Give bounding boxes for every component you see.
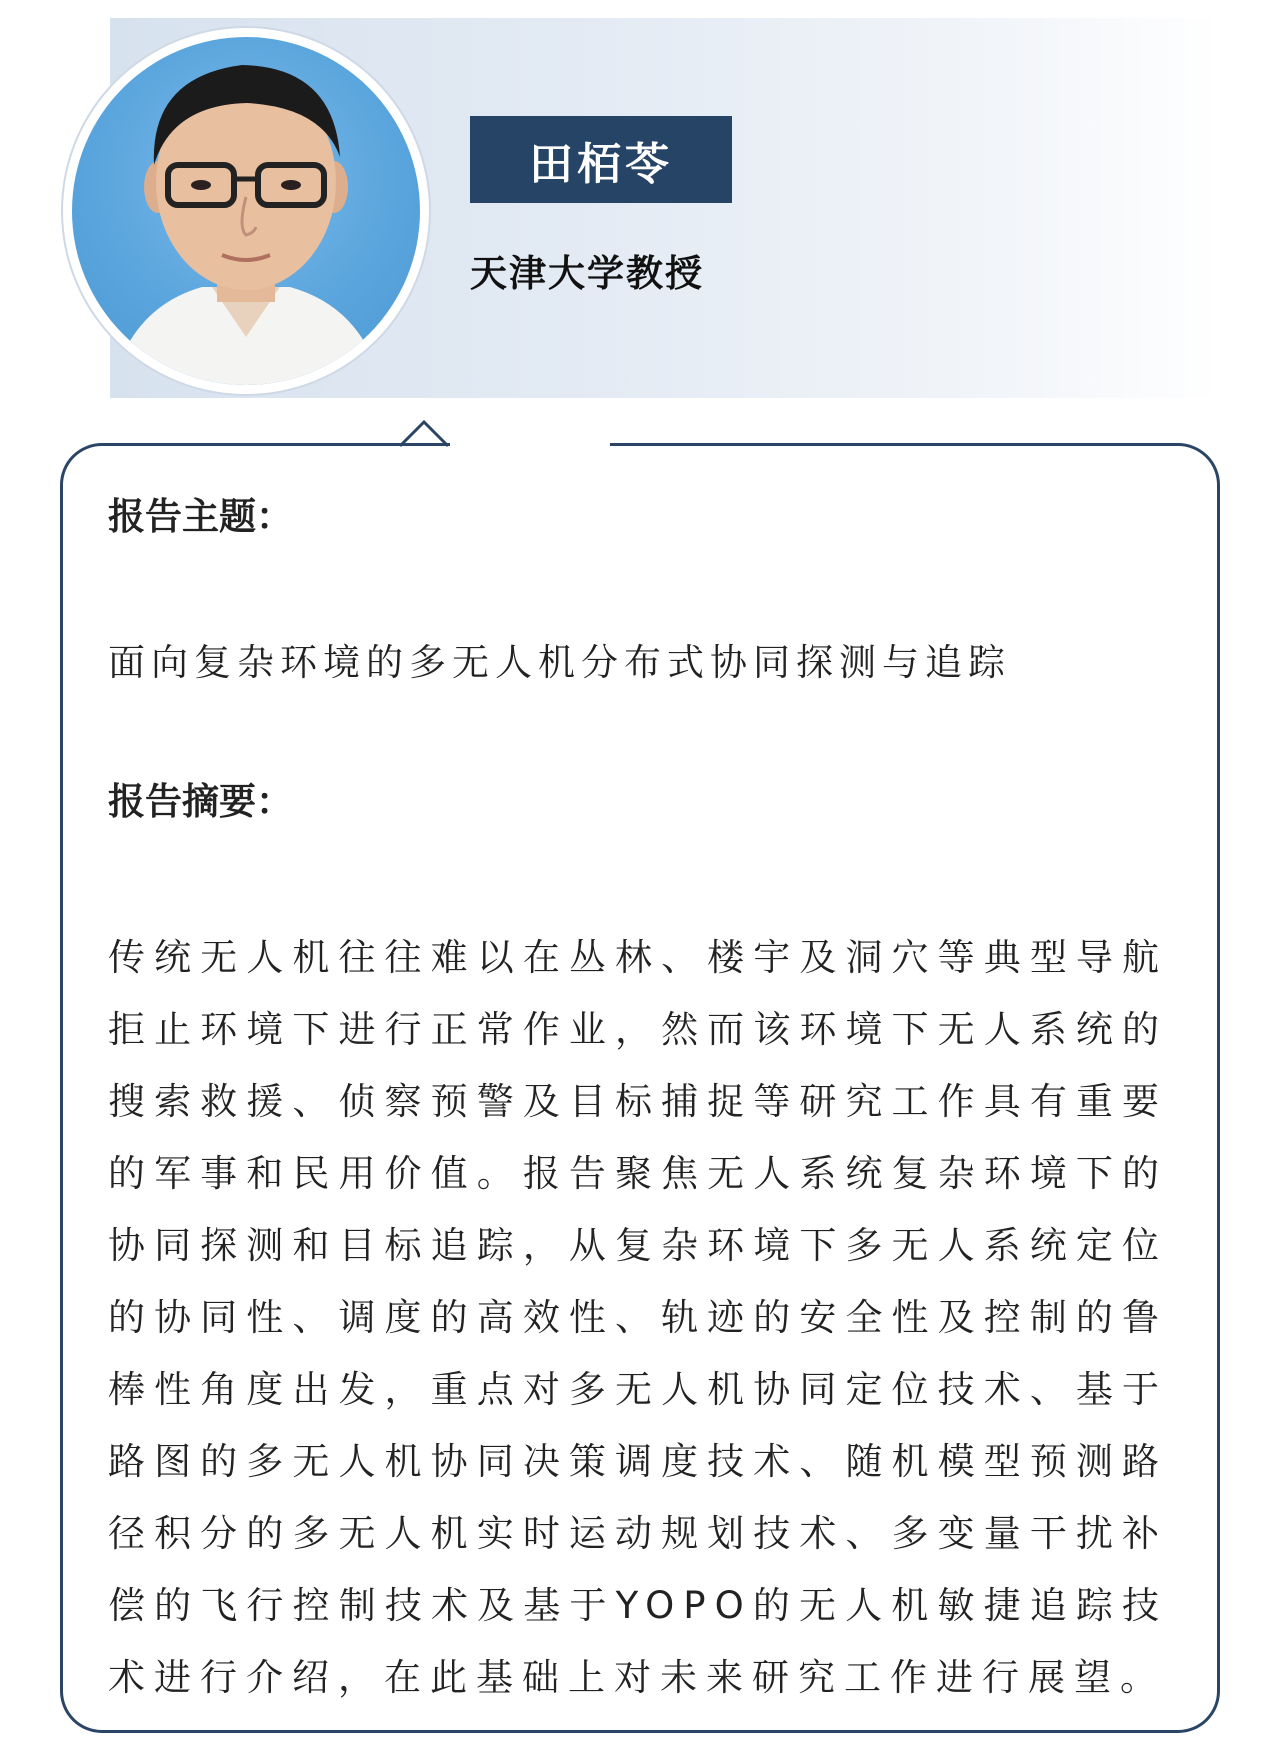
card-gap (450, 436, 610, 452)
speaker-avatar (63, 28, 429, 394)
speaker-name: 田栢苓 (529, 138, 673, 190)
report-topic: 面向复杂环境的多无人机分布式协同探测与追踪 (108, 641, 1011, 684)
speaker-title: 天津大学教授 (470, 252, 704, 295)
speaker-name-box (470, 116, 732, 203)
abstract-heading: 报告摘要： (108, 780, 293, 823)
topic-heading: 报告主题： (108, 495, 293, 538)
avatar-photo (72, 37, 420, 385)
report-abstract: 传统无人机往往难以在丛林、楼宇及洞穴等典型导航拒止环境下进行正常作业，然而该环境下无人系统的搜索救援、侦察预警及目标捕捉等研究工作具有重要的军事和民用价值。报告聚焦无人系统复杂环境下的协同探测和目标追踪，从复杂环境下多无人系统定位的协同性、调度的高效性、轨迹的安全性及控制的鲁棒性角度出发，重点对多无人机协同定位技术、基于路图的多无人机协同决策调度技术、随机模型预测路径积分的多无人机实时运动规划技术、多变量干扰补偿的飞行控制技术及基于YOPO的无人机敏捷追踪技术进行介绍，在此基础上对未来研究工作进行展望。 (108, 936, 1168, 1699)
chevron-up-icon (398, 418, 450, 448)
